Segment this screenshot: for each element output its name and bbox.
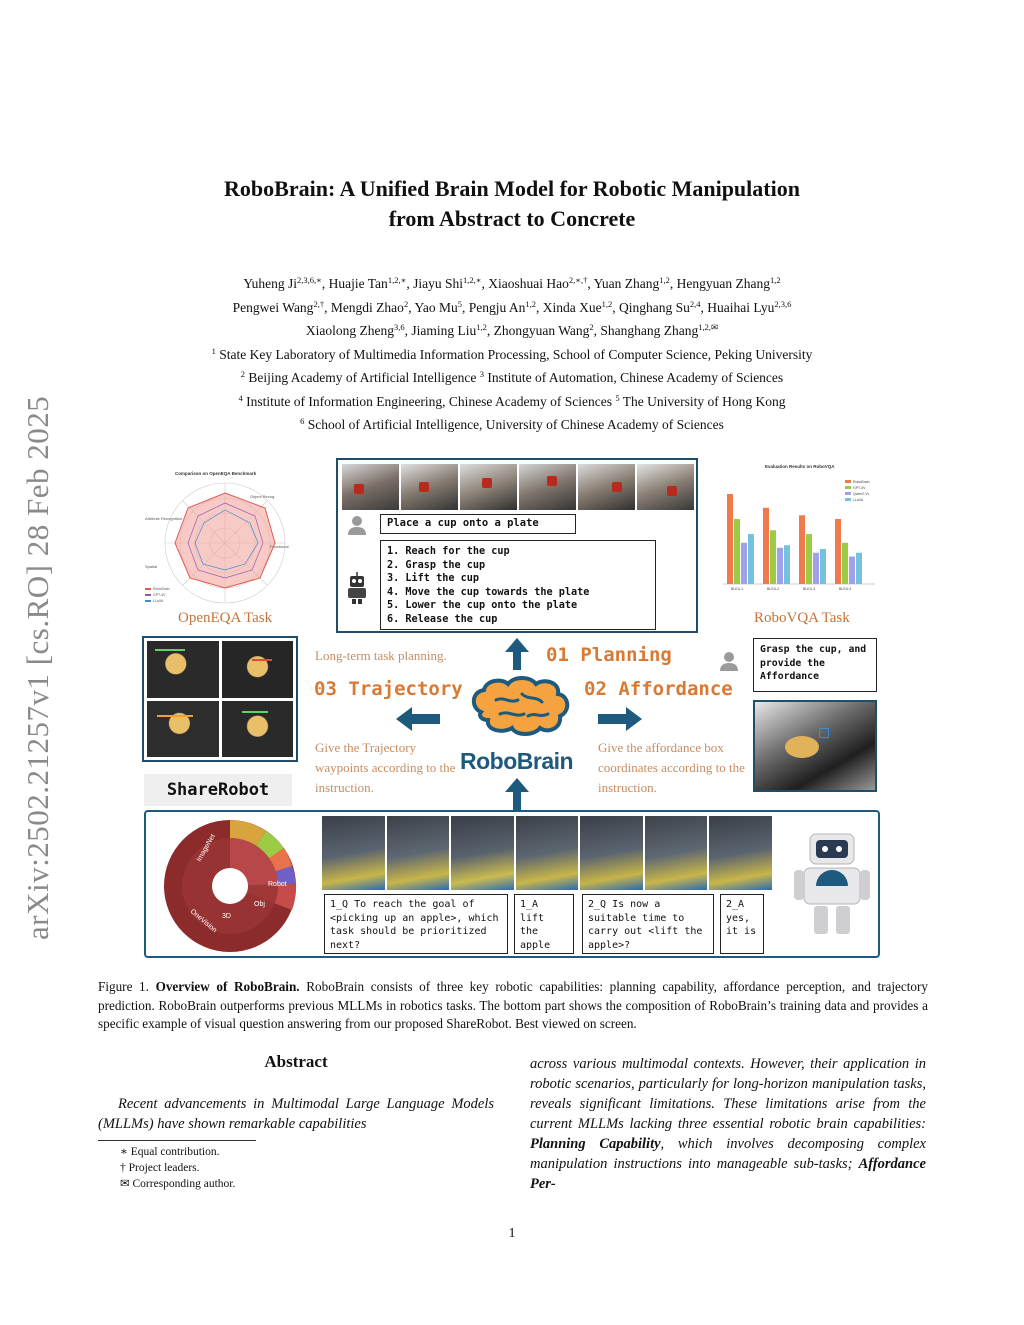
author-name: Yuheng $Ji^{2,3,6,∗}$	[243, 275, 322, 291]
trajectory-image	[147, 641, 219, 698]
plan-step: 6. Release the cup	[387, 613, 498, 625]
robovqa-bars	[705, 472, 885, 602]
author-affiliation-mark: 2	[589, 322, 594, 332]
bar-gpt-4v	[842, 543, 848, 584]
author-name: Zhongyuan Wang$^2$	[493, 322, 594, 338]
author-affiliation-mark: 1,2,✉	[698, 322, 719, 332]
abstract-right-text	[530, 1054, 926, 1194]
legend-label: LLaVA	[853, 498, 864, 502]
title-line-1: RoboBrain: A Unified Brain Model for Robotic Manipulation	[224, 176, 800, 201]
legend-label: RoboBrain	[853, 480, 870, 484]
abstract-text: , which involves decomposing complex manipulation instructions into manageable sub-tasks;	[530, 1136, 926, 1172]
paper-title	[0, 174, 1024, 234]
planning-frame	[336, 458, 698, 633]
bar-gpt-4v	[770, 530, 776, 584]
author-affiliation-mark: 1,2	[770, 275, 781, 285]
brain-logo	[466, 674, 576, 744]
svg-text:LLaVA: LLaVA	[153, 599, 164, 603]
svg-text:Spatial: Spatial	[145, 564, 158, 569]
trajectory-image	[222, 701, 294, 758]
author-affiliation-mark: 2,3,6	[774, 298, 792, 309]
model-name: RoboBrain	[460, 748, 574, 774]
plate-shape	[785, 736, 819, 758]
author-affiliation-mark: 1,2	[525, 298, 536, 309]
affiliations	[120, 343, 904, 437]
x-tick-label: BLEU-3	[803, 587, 816, 591]
frame-image	[401, 464, 458, 510]
sunburst-label: OneVision	[188, 908, 218, 935]
affiliation-mark: 4	[238, 392, 243, 403]
cup-shape	[354, 484, 364, 494]
frame-image	[460, 464, 517, 510]
openeqa-task-label: OpenEQA Task	[178, 610, 273, 626]
plan-step: 3. Lift the cup	[387, 573, 480, 585]
author-affiliation-mark: 2,3,6,∗	[296, 275, 322, 285]
legend-swatch	[845, 492, 851, 495]
authors-line-2: Pengwei Wang$^{2,\dagger}$, Mengdi Zhao$^2$, Yao Mu$^5$, Pengju An$^{1,2}$, Xinda Xue$^{1,2}$, Qinghang Su$^{2,4}$, Huaihai Lyu$^{2,3,6}$	[232, 298, 792, 315]
frame-image	[342, 464, 399, 510]
author-affiliation-mark: 1,2,∗	[387, 275, 407, 285]
robot-image-strip	[322, 816, 772, 890]
robot-mascot-icon	[792, 830, 872, 940]
svg-text:Object Recog.: Object Recog.	[250, 494, 276, 499]
author-affiliation-mark: 1,2	[476, 322, 487, 332]
author-name: Mengdi Zhao$^2$	[330, 298, 409, 315]
bar-robobrain	[727, 494, 733, 584]
frame-image	[578, 464, 635, 510]
author-name: Xinda Xue$^{1,2}$	[542, 298, 613, 315]
qa-box: 2_A yes, it is	[720, 894, 764, 954]
author-name: Jiayu Shi$^{1,2,∗}$	[413, 275, 482, 291]
arxiv-identifier: arXiv:2502.21257v1 [cs.RO] 28 Feb 2025	[20, 395, 55, 940]
svg-text:RoboBrain: RoboBrain	[153, 587, 170, 591]
bar-llava	[784, 545, 790, 584]
title-line-2: from Abstract to Concrete	[388, 206, 636, 231]
robot-icon	[344, 572, 370, 604]
dataset-sunburst	[160, 814, 300, 954]
footnote: † Project leaders.	[120, 1162, 200, 1174]
legend-label: Qwen2-VL	[853, 492, 870, 496]
legend-swatch	[845, 480, 851, 483]
affiliation-line: $^6$ School of Artificial Intelligence, University of Chinese Academy of Sciences	[300, 416, 724, 432]
trajectory-heading: 03 Trajectory	[314, 678, 463, 700]
page-number: 1	[508, 1226, 516, 1241]
author-block	[120, 272, 904, 437]
author-name: Shanghang Zhang$^{1,2,✉}$	[600, 322, 719, 338]
arrow-left-icon	[396, 707, 440, 731]
bar-gpt-4v	[806, 534, 812, 584]
plan-step: 1. Reach for the cup	[387, 546, 510, 557]
author-name: Hengyuan Zhang$^{1,2}$	[676, 275, 781, 291]
bar-gpt-4v	[734, 519, 740, 584]
authors-line-1: Yuheng $Ji^{2,3,6,∗}$, Huajie Tan$^{1,2,∗}$, Jiayu Shi$^{1,2,∗}$, Xiaoshuai Hao$^{2,∗,\dagger}$, Yuan Zhang$^{1,2}$, Hengyuan Zhang$^{1,2}$	[243, 275, 781, 291]
user-prompt-box: Place a cup onto a plate	[380, 514, 576, 534]
affiliation-mark: 6	[300, 416, 305, 426]
cup-shape	[612, 482, 622, 492]
planning-heading: 01 Planning	[546, 644, 672, 666]
bar-robobrain	[835, 519, 841, 584]
affiliation-mark: 5	[615, 392, 620, 403]
cup-shape	[547, 476, 557, 486]
qa-box: 2_Q Is now a suitable time to carry out <lift the apple>?	[582, 894, 714, 954]
trajectory-image-panel	[142, 636, 298, 762]
frame-image	[322, 816, 385, 890]
cup-shape	[482, 478, 492, 488]
bar-qwen2-vl	[849, 557, 855, 585]
affiliation-mark: 1	[211, 345, 216, 356]
footnote: ✉ Corresponding author.	[120, 1178, 236, 1190]
author-name: Xiaolong Zheng$^{3,6}$	[305, 322, 405, 338]
affordance-description: Give the affordance box coordinates according to the instruction.	[598, 740, 745, 795]
author-affiliation-mark: 1,2	[659, 275, 670, 285]
author-affiliation-mark: 1,2	[601, 298, 613, 309]
abstract-left-text: Recent advancements in Multimodal Large Language Models (MLLMs) have shown remarkable capabilities	[98, 1096, 494, 1132]
robovqa-task-label: RoboVQA Task	[754, 610, 850, 626]
affordance-heading: 02 Affordance	[584, 678, 733, 700]
planning-image-strip	[342, 464, 694, 510]
caption-bold: Overview of RoboBrain.	[155, 979, 300, 994]
figure-caption	[98, 978, 928, 1034]
author-name: Pengwei Wang$^{2,\dagger}$	[232, 298, 325, 315]
plan-steps-box	[380, 540, 656, 630]
svg-text:Attribute Recognition: Attribute Recognition	[145, 516, 183, 521]
sharerobot-label-box	[144, 774, 292, 806]
sunburst-label: ImageNet	[195, 833, 217, 863]
trajectory-image	[222, 641, 294, 698]
affordance-box	[819, 728, 829, 738]
author-name: Yao Mu$^5$	[414, 298, 462, 315]
openeqa-chart-title: Comparison on OpenEQA Benchmark	[175, 471, 257, 476]
openeqa-chart	[140, 468, 300, 618]
author-name: Pengju An$^{1,2}$	[468, 298, 536, 315]
user-icon	[346, 514, 368, 536]
robovqa-chart	[705, 464, 885, 614]
plan-step: 5. Lower the cup onto the plate	[387, 600, 578, 612]
bar-qwen2-vl	[777, 548, 783, 584]
bar-llava	[748, 534, 754, 584]
author-name: Huajie Tan$^{1,2,∗}$	[328, 275, 407, 291]
waypoint-dots	[252, 659, 272, 661]
waypoint-dots	[157, 715, 193, 717]
affiliation-mark: 2	[240, 369, 246, 379]
plan-step: 4. Move the cup towards the plate	[387, 586, 590, 598]
affiliation-line: $^4$ Institute of Information Engineering, Chinese Academy of Sciences $^5$ The University of Hong Kong	[238, 392, 786, 409]
abstract-heading: Abstract	[264, 1052, 328, 1071]
planning-description: Long-term task planning.	[315, 648, 447, 663]
x-tick-label: BLEU-4	[839, 587, 852, 591]
authors-line-3: Xiaolong Zheng$^{3,6}$, Jiaming Liu$^{1,2}$, Zhongyuan Wang$^2$, Shanghang Zhang$^{1,2,✉}$	[305, 322, 719, 338]
frame-image	[451, 816, 514, 890]
x-tick-label: BLEU-2	[767, 587, 780, 591]
openeqa-radar	[140, 468, 300, 618]
figure-overview	[140, 458, 885, 963]
caption-label: Figure 1.	[98, 979, 149, 994]
author-name: Jiaming Liu$^{1,2}$	[411, 322, 487, 338]
affiliation-line: $^2$ Beijing Academy of Artificial Intelligence $^3$ Institute of Automation, Chinese Academy of Sciences	[240, 369, 784, 385]
sharerobot-label: ShareRobot	[166, 780, 270, 800]
legend-swatch	[845, 486, 851, 489]
bar-llava	[820, 549, 826, 584]
legend-swatch	[845, 498, 851, 501]
cup-shape	[667, 486, 677, 496]
affordance-prompt-box: Grasp the cup, and provide the Affordance	[753, 638, 877, 692]
plan-step: 2. Grasp the cup	[387, 559, 486, 571]
abstract-bold: Affordance Per-	[530, 1156, 926, 1192]
author-affiliation-mark: 3,6	[393, 322, 405, 332]
svg-text:GPT-4V: GPT-4V	[153, 593, 166, 597]
arrow-up-icon	[505, 778, 529, 810]
footnotes	[120, 1144, 235, 1192]
author-affiliation-mark: 2,4	[689, 298, 701, 309]
cup-shape	[419, 482, 429, 492]
arrow-up-icon	[505, 638, 529, 670]
qa-box: 1_A lift the apple	[514, 894, 574, 954]
waypoint-dots	[242, 711, 268, 713]
frame-image	[637, 464, 694, 510]
author-affiliation-mark: 2,†	[313, 298, 325, 309]
affordance-image	[753, 700, 877, 792]
sunburst-label: 3D	[222, 913, 231, 920]
bar-robobrain	[799, 515, 805, 584]
frame-image	[709, 816, 772, 890]
user-icon	[718, 650, 740, 672]
arrow-right-icon	[598, 707, 642, 731]
author-name: Xiaoshuai Hao$^{2,∗,\dagger}$	[488, 275, 588, 291]
abstract-bold: Planning Capability	[530, 1136, 661, 1152]
frame-image	[516, 816, 579, 890]
waypoint-dots	[155, 649, 185, 651]
author-name: Qinghang Su$^{2,4}$	[618, 298, 701, 315]
author-affiliation-mark: 2	[403, 298, 409, 309]
footnote: ∗ Equal contribution.	[120, 1146, 220, 1158]
author-affiliation-mark: 5	[457, 298, 462, 309]
bar-qwen2-vl	[741, 543, 747, 584]
bar-llava	[856, 553, 862, 584]
frame-image	[645, 816, 708, 890]
dataset-frame	[144, 810, 880, 958]
trajectory-description: Give the Trajectory waypoints according to the instruction.	[315, 740, 456, 795]
frame-image	[519, 464, 576, 510]
sunburst-label: Obj	[254, 901, 265, 908]
caption-text: RoboBrain consists of three key robotic capabilities: planning capability, affordance perception, and trajectory prediction. RoboBrain outperforms previous MLLMs in robotics tasks. The bottom part shows the composition of RoboBrain’s training data and provides a specific example of visual question answering from our proposed ShareRobot. Best viewed on screen.	[98, 979, 929, 1031]
author-name: Yuan Zhang$^{1,2}$	[593, 275, 670, 291]
author-affiliation-mark: 2,∗,†	[568, 275, 588, 285]
x-tick-label: BLEU-1	[731, 587, 744, 591]
frame-image	[580, 816, 643, 890]
author-affiliation-mark: 1,2,∗	[462, 275, 482, 285]
qa-box: 1_Q To reach the goal of <picking up an apple>, which task should be prioritized next?	[324, 894, 508, 954]
sunburst-label: Robot	[268, 881, 287, 888]
abstract-text: across various multimodal contexts. However, their application in robotic scenarios, particularly for long-horizon manipulation tasks, reveals significant limitations. These limitations arise from the current MLLMs lacking three essential robotic brain capabilities:	[530, 1056, 926, 1132]
trajectory-image	[147, 701, 219, 758]
affiliation-mark: 3	[479, 369, 484, 379]
robovqa-chart-title: Evaluation Results on RoboVQA	[765, 464, 835, 469]
footnote-rule	[98, 1140, 256, 1141]
affiliation-line: $^1$ State Key Laboratory of Multimedia Information Processing, School of Computer Science, Peking University	[211, 345, 813, 362]
bar-robobrain	[763, 508, 769, 584]
svg-text:Functional: Functional	[270, 544, 289, 549]
bar-qwen2-vl	[813, 553, 819, 584]
frame-image	[387, 816, 450, 890]
legend-label: GPT-4V	[853, 486, 866, 490]
author-name: Huaihai Lyu$^{2,3,6}$	[707, 298, 792, 315]
